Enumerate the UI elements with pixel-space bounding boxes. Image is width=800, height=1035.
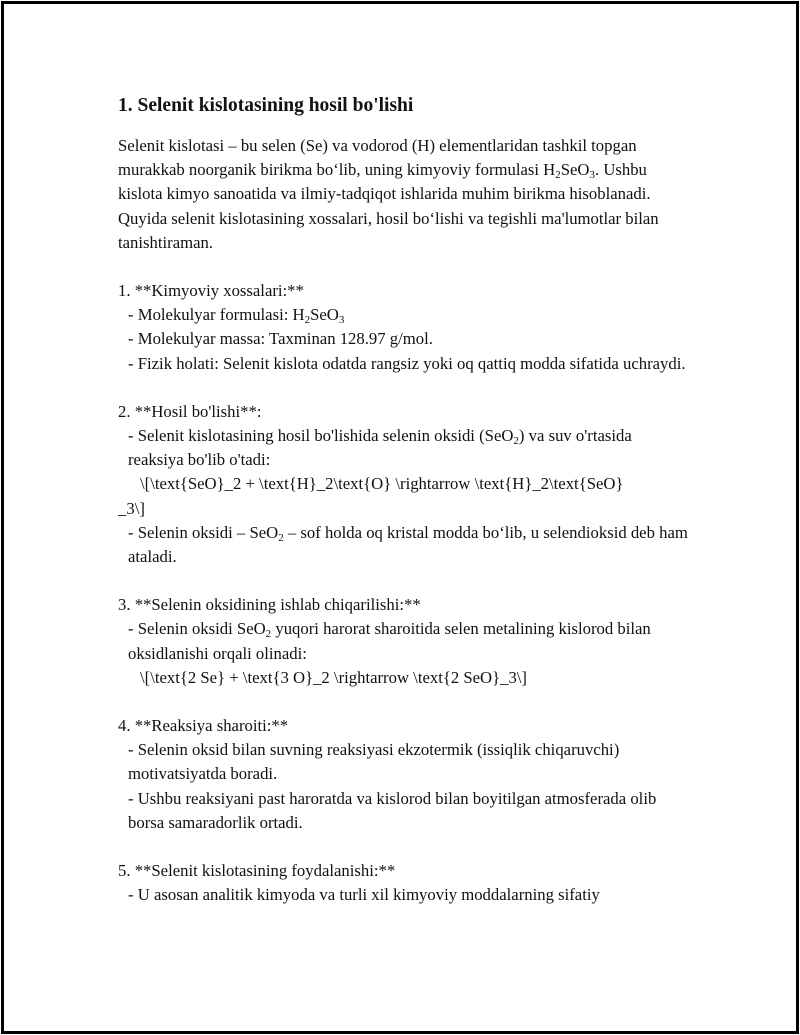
list-item-text: SeO: [310, 305, 339, 325]
list-item: [118, 521, 688, 569]
section-production: [118, 593, 688, 690]
list-item-text: ) va suv o'rtasida reaksiya bo'lib o'tadi:: [128, 426, 632, 470]
section-heading: 2. **Hosil bo'lishi**:: [118, 401, 262, 421]
section-formation: [118, 400, 688, 569]
list-item: [118, 424, 688, 472]
section-conditions: [118, 714, 688, 835]
intro-text-1: Selenit kislotasi – bu selen (Se) va vodorod (H) elementlaridan tashkil topgan murakkab noorganik birikma bo‘lib, uning kimyoviy formulasi: [118, 136, 637, 180]
intro-formula-h-subscript: 2: [555, 169, 561, 182]
section-properties: [118, 279, 688, 376]
list-item: - Molekulyar massa: Taxminan 128.97 g/mol.: [128, 329, 433, 349]
section-heading: 5. **Selenit kislotasining foydalanishi:**: [118, 861, 396, 881]
intro-formula-seo: SeO: [560, 160, 590, 180]
section-heading: 4. **Reaksiya sharoiti:**: [118, 716, 289, 736]
intro-formula-h: H: [543, 160, 556, 180]
list-item-text: - Molekulyar formulasi: H: [128, 305, 305, 325]
list-item: - Ushbu reaksiyani past haroratda va kislorod bilan boyitilgan atmosferada olib borsa samaradorlik ortadi.: [128, 788, 657, 832]
equation-line: \[\text{2 Se} + \text{3 O}_2 \rightarrow \text{2 SeO}_3\]: [140, 667, 527, 687]
subscript: 2: [513, 435, 519, 448]
list-item: - Selenin oksid bilan suvning reaksiyasi ekzotermik (issiqlik chiqaruvchi) motivatsiyatda boradi.: [128, 740, 620, 784]
list-item: - Fizik holati: Selenit kislota odatda rangsiz yoki oq qattiq modda sifatida uchraydi.: [128, 353, 686, 373]
section-heading: 3. **Selenin oksidining ishlab chiqarilishi:**: [118, 595, 421, 615]
subscript: 2: [278, 531, 284, 544]
list-item: [118, 303, 688, 327]
list-item-text: - Selenin oksidi SeO: [128, 619, 266, 639]
section-heading: 1. **Kimyoviy xossalari:**: [118, 281, 304, 301]
intro-paragraph: [118, 134, 688, 255]
subscript: 2: [304, 314, 311, 327]
equation-line: \[\text{SeO}_2 + \text{H}_2\text{O} \rightarrow \text{H}_2\text{SeO}: [140, 474, 624, 494]
document-body: [118, 92, 688, 907]
equation-line: _3\]: [118, 498, 145, 518]
list-item: [118, 617, 688, 665]
list-item-text: – sof holda oq kristal modda bo‘lib, u selendioksid deb ham ataladi.: [128, 522, 688, 567]
list-item: - U asosan analitik kimyoda va turli xil kimyoviy moddalarning sifatiy: [128, 885, 600, 905]
document-title: 1. Selenit kislotasining hosil bo'lishi: [118, 95, 414, 116]
subscript: 2: [265, 628, 272, 641]
section-usage: [118, 859, 688, 907]
intro-formula-seo-subscript: 3: [589, 169, 595, 182]
list-item-text: yuqori harorat sharoitida selen metalining kislorod bilan oksidlanishi orqali olinadi:: [128, 619, 651, 663]
list-item-text: - Selenit kislotasining hosil bo'lishida selenin oksidi (SeO: [128, 426, 514, 446]
intro-text-2: . Ushbu kislota kimyo sanoatida va ilmiy-tadqiqot ishlarida muhim birikma hisoblanadi. Quyida selenit kislotasining xossalari, hosil bo‘lishi va tegishli ma'lumotlar bilan tanishtiraman.: [118, 160, 659, 252]
list-item-text: - Selenin oksidi – SeO: [128, 522, 279, 542]
subscript: 3: [338, 314, 345, 327]
